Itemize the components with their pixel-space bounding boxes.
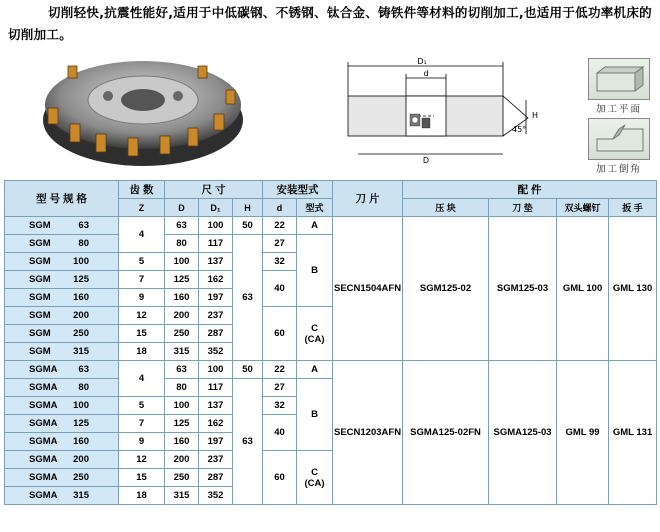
D-cell: 63 <box>165 361 199 379</box>
D-cell: 200 <box>165 307 199 325</box>
spec-table <box>4 180 657 505</box>
D1-cell: 197 <box>199 433 233 451</box>
type-cell: B <box>297 379 333 451</box>
hdr-H: H <box>233 199 263 217</box>
z-cell: 4 <box>119 361 165 397</box>
D-cell: 250 <box>165 325 199 343</box>
D-cell: 160 <box>165 289 199 307</box>
D1-cell: 162 <box>199 415 233 433</box>
type-cell: A <box>297 217 333 235</box>
D1-cell: 117 <box>199 379 233 397</box>
D-cell: 125 <box>165 271 199 289</box>
d-cell: 60 <box>263 451 297 505</box>
z-cell: 9 <box>119 433 165 451</box>
d-cell: 27 <box>263 379 297 397</box>
insert-cell: SECN1504AFN <box>333 217 403 361</box>
op-chamfer <box>588 118 650 175</box>
z-cell: 12 <box>119 307 165 325</box>
hdr-wrench: 扳 手 <box>609 199 657 217</box>
hdr-d: d <box>263 199 297 217</box>
op-face-milling <box>588 58 650 115</box>
D-cell: 315 <box>165 343 199 361</box>
D1-cell: 137 <box>199 253 233 271</box>
D1-cell: 287 <box>199 469 233 487</box>
D1-cell: 237 <box>199 307 233 325</box>
hdr-type: 型式 <box>297 199 333 217</box>
cutter-drawing <box>318 56 548 166</box>
model-cell: SGMA 80 <box>5 379 119 397</box>
clamp-cell: SGM125-02 <box>403 217 489 361</box>
d-cell: 27 <box>263 235 297 253</box>
model-cell: SGM 125 <box>5 271 119 289</box>
z-cell: 18 <box>119 487 165 505</box>
screw-cell: GML 100 <box>557 217 609 361</box>
model-cell: SGMA 160 <box>5 433 119 451</box>
D-cell: 80 <box>165 379 199 397</box>
model-cell: SGM 100 <box>5 253 119 271</box>
model-cell: SGMA 125 <box>5 415 119 433</box>
D-cell: 160 <box>165 433 199 451</box>
hdr-dims: 尺 寸 <box>165 181 263 199</box>
d-cell: 22 <box>263 361 297 379</box>
clamp-cell: SGMA125-02FN <box>403 361 489 505</box>
D1-cell: 100 <box>199 217 233 235</box>
z-cell: 9 <box>119 289 165 307</box>
D1-cell: 162 <box>199 271 233 289</box>
model-cell: SGMA 315 <box>5 487 119 505</box>
model-cell: SGMA 250 <box>5 469 119 487</box>
D-cell: 100 <box>165 253 199 271</box>
dim-angle: 45° <box>512 125 527 134</box>
D-cell: 80 <box>165 235 199 253</box>
model-cell: SGMA 100 <box>5 397 119 415</box>
D1-cell: 352 <box>199 343 233 361</box>
dim-h: H <box>532 111 539 120</box>
H-cell: 50 <box>233 361 263 379</box>
table-row <box>5 361 657 379</box>
z-cell: 5 <box>119 397 165 415</box>
H-cell: 50 <box>233 217 263 235</box>
hdr-D: D <box>165 199 199 217</box>
model-cell: SGM 250 <box>5 325 119 343</box>
model-cell: SGM 315 <box>5 343 119 361</box>
dim-d: d <box>423 69 429 78</box>
D-cell: 315 <box>165 487 199 505</box>
z-cell: 12 <box>119 451 165 469</box>
D1-cell: 287 <box>199 325 233 343</box>
chamfer-icon <box>588 118 650 160</box>
z-cell: 7 <box>119 415 165 433</box>
table-row <box>5 217 657 235</box>
shim-cell: SGM125-03 <box>489 217 557 361</box>
d-cell: 22 <box>263 217 297 235</box>
d-cell: 32 <box>263 253 297 271</box>
z-cell: 15 <box>119 325 165 343</box>
H-cell: 63 <box>233 379 263 505</box>
D-cell: 250 <box>165 469 199 487</box>
D1-cell: 237 <box>199 451 233 469</box>
type-cell: B <box>297 235 333 307</box>
type-cell: C (CA) <box>297 307 333 361</box>
d-cell: 60 <box>263 307 297 361</box>
hdr-shim: 刀 垫 <box>489 199 557 217</box>
hdr-teeth: 齿 数 <box>119 181 165 199</box>
model-cell: SGMA 200 <box>5 451 119 469</box>
hdr-z: Z <box>119 199 165 217</box>
z-cell: 18 <box>119 343 165 361</box>
z-cell: 15 <box>119 469 165 487</box>
type-cell: C (CA) <box>297 451 333 505</box>
z-cell: 7 <box>119 271 165 289</box>
model-cell: SGMA 63 <box>5 361 119 379</box>
intro-text: 切削轻快,抗震性能好,适用于中低碳钢、不锈钢、钛合金、铸铁件等材料的切削加工,也适用于低功率机床的切削加工。 <box>8 5 652 42</box>
cutter-photo <box>38 50 248 170</box>
D-cell: 63 <box>165 217 199 235</box>
d-cell: 40 <box>263 271 297 307</box>
hdr-mount: 安装型式 <box>263 181 333 199</box>
model-cell: SGM 200 <box>5 307 119 325</box>
op-face-label: 加工平面 <box>595 104 642 115</box>
hdr-clamp: 压 块 <box>403 199 489 217</box>
wrench-cell: GML 131 <box>609 361 657 505</box>
dim-d1: D₁ <box>417 57 427 66</box>
model-cell: SGM 63 <box>5 217 119 235</box>
model-cell: SGM 80 <box>5 235 119 253</box>
model-cell: SGM 160 <box>5 289 119 307</box>
dim-D: D <box>422 156 430 165</box>
d-cell: 32 <box>263 397 297 415</box>
insert-cell: SECN1203AFN <box>333 361 403 505</box>
hdr-D1: D₁ <box>199 199 233 217</box>
z-cell: 5 <box>119 253 165 271</box>
hdr-screw: 双头螺钉 <box>557 199 609 217</box>
shim-cell: SGMA125-03 <box>489 361 557 505</box>
type-cell: A <box>297 361 333 379</box>
D1-cell: 197 <box>199 289 233 307</box>
D1-cell: 137 <box>199 397 233 415</box>
screw-cell: GML 99 <box>557 361 609 505</box>
D1-cell: 117 <box>199 235 233 253</box>
face-milling-icon <box>588 58 650 100</box>
hdr-insert: 刀 片 <box>333 181 403 217</box>
z-cell: 4 <box>119 217 165 253</box>
D-cell: 200 <box>165 451 199 469</box>
d-cell: 40 <box>263 415 297 451</box>
hdr-parts: 配 件 <box>403 181 657 199</box>
op-chamfer-label: 加工倒角 <box>595 164 642 175</box>
H-cell: 63 <box>233 235 263 361</box>
hdr-model: 型 号 规 格 <box>5 181 119 217</box>
D1-cell: 100 <box>199 361 233 379</box>
D-cell: 100 <box>165 397 199 415</box>
D-cell: 125 <box>165 415 199 433</box>
D1-cell: 352 <box>199 487 233 505</box>
wrench-cell: GML 130 <box>609 217 657 361</box>
